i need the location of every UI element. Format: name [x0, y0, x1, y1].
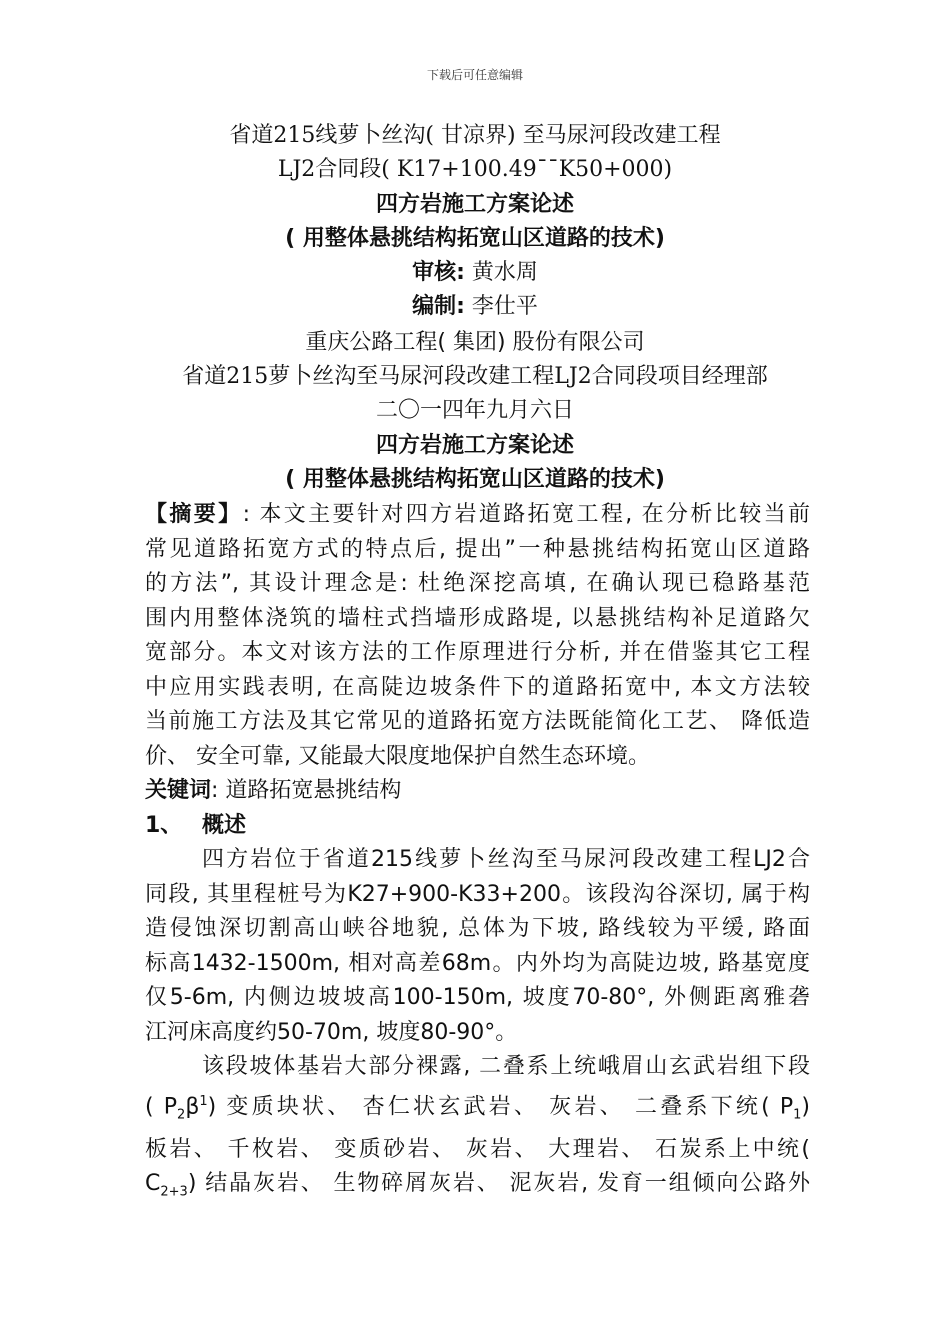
abstract-line: 当前施工方法及其它常见的道路拓宽方法既能简化工艺、 降低造	[145, 709, 810, 734]
abstract-line: 价、 安全可靠, 又能最大限度地保护自然生态环境。	[145, 743, 650, 769]
paragraph-line: 江河床高度约50-70m, 坡度80-90°。	[145, 1019, 518, 1045]
keywords-line	[145, 774, 810, 809]
paragraph-line: 板岩、 千枚岩、 变质砂岩、 灰岩、 大理岩、 石炭系上中统(	[145, 1136, 810, 1162]
keywords-label: 关键词	[145, 778, 212, 803]
company-name: 重庆公路工程( 集团) 股份有限公司	[305, 330, 645, 355]
abstract-line: 中应用实践表明, 在高陡边坡条件下的道路拓宽中, 本文方法较	[145, 674, 810, 700]
section-heading	[145, 809, 810, 844]
project-name: 省道215线萝卜丝沟( 甘凉界) 至马尿河段改建工程	[229, 123, 721, 148]
reviewer-name: 黄水周	[471, 260, 538, 285]
cover-subtitle: ( 用整体悬挑结构拓宽山区道路的技术)	[285, 226, 665, 251]
reviewer-line	[0, 256, 950, 290]
paragraph-line: ( $P_2\beta^1$) 变质块状、 杏仁状玄武岩、 灰岩、 二叠系下统( $P_1$)	[145, 1093, 810, 1123]
section-number: 1、	[145, 812, 183, 838]
editor-line	[0, 290, 950, 324]
abstract-block	[145, 498, 810, 1210]
header-note: 下载后可任意编辑	[426, 68, 523, 82]
paragraph-line: 同段, 其里程桩号为K27+900-K33+200。该段沟谷深切, 属于构	[145, 881, 810, 907]
abstract-line: 常见道路拓宽方式的特点后, 提出”一种悬挑结构拓宽山区道路	[145, 536, 810, 562]
abstract-line: 【摘要】: 本文主要针对四方岩道路拓宽工程, 在分析比较当前	[145, 502, 810, 527]
paragraph-line: 造侵蚀深切割高山峡谷地貌, 总体为下坡, 路线较为平缓, 路面	[145, 916, 810, 941]
paragraph-line: 仅5-6m, 内侧边坡坡高100-150m, 坡度70-80°, 外侧距离雅砻	[145, 985, 810, 1010]
paragraph-line: $C_{2+3}$) 结晶灰岩、 生物碎屑灰岩、 泥灰岩, 发育一组倾向公路外	[145, 1171, 810, 1200]
cover-title: 四方岩施工方案论述	[375, 192, 574, 217]
paragraph-line: 该段坡体基岩大部分裸露, 二叠系上统峨眉山玄武岩组下段	[202, 1054, 810, 1079]
department-name: 省道215萝卜丝沟至马尿河段改建工程LJ2合同段项目经理部	[182, 364, 768, 389]
paragraph-line: 标高1432-1500m, 相对高差68m。内外均为高陡边坡, 路基宽度	[145, 950, 810, 976]
abstract-line: 围内用整体浇筑的墙柱式挡墙形成路堤, 以悬挑结构补足道路欠	[145, 605, 810, 631]
paragraph-line: 四方岩位于省道215线萝卜丝沟至马尿河段改建工程LJ2合	[202, 847, 810, 872]
editor-label: 编制:	[412, 294, 465, 319]
article-subtitle: ( 用整体悬挑结构拓宽山区道路的技术)	[285, 467, 665, 492]
date-line: 二〇一四年九月六日	[375, 398, 574, 423]
section-title: 概述	[202, 812, 247, 838]
keywords-text: : 道路拓宽悬挑结构	[211, 778, 402, 803]
abstract-line: 的方法”, 其设计理念是: 杜绝深挖高填, 在确认现已稳路基范	[145, 571, 810, 596]
abstract-label: 【摘要】	[145, 502, 243, 527]
reviewer-label: 审核:	[412, 260, 465, 285]
editor-name: 李仕平	[471, 294, 538, 319]
contract-section: LJ2合同段( K17+100.49¯¯K50+000)	[277, 157, 673, 182]
article-title: 四方岩施工方案论述	[375, 433, 574, 458]
abstract-line: 宽部分。本文对该方法的工作原理进行分析, 并在借鉴其它工程	[145, 640, 810, 665]
